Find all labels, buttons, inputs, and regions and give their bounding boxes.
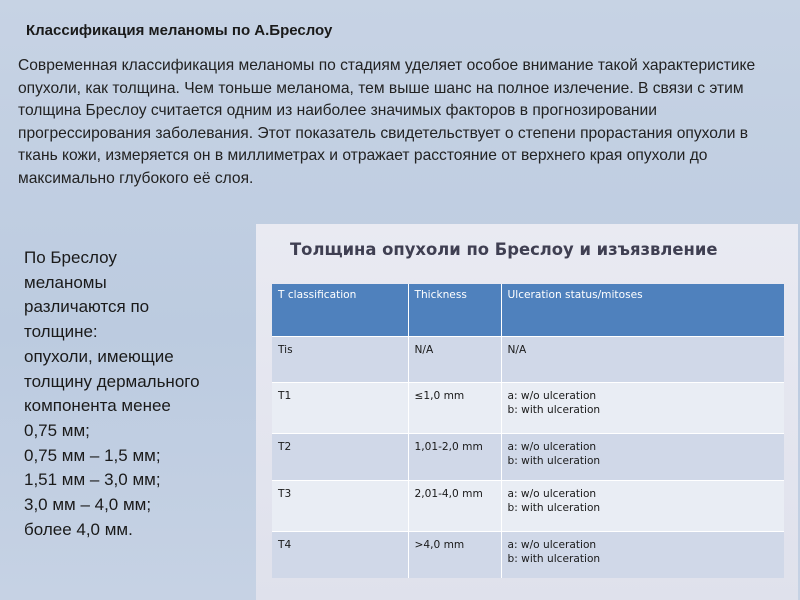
cell-ulceration [501, 480, 784, 531]
list-line: различаются по [24, 297, 150, 317]
table-row [272, 336, 784, 382]
header-t-classification: T classification [272, 284, 408, 336]
table-panel [256, 224, 798, 600]
list-line: толщине: [24, 322, 98, 342]
slide-title: Классификация меланомы по А.Бреслоу [26, 22, 333, 39]
list-line: 0,75 мм – 1,5 мм; [24, 445, 161, 465]
cell-thickness: 2,01-4,0 mm [408, 480, 501, 531]
breslow-thickness-list [24, 246, 260, 542]
cell-ulceration [501, 336, 784, 382]
cell-thickness: ≤1,0 mm [408, 382, 501, 433]
table-row [272, 433, 784, 480]
cell-t-class: T1 [272, 382, 408, 433]
list-line: 0,75 мм; [24, 420, 90, 440]
header-thickness: Thickness [408, 284, 501, 336]
cell-t-class: T2 [272, 433, 408, 480]
ulceration-line: N/A [507, 343, 527, 356]
cell-t-class: T4 [272, 531, 408, 578]
cell-ulceration [501, 433, 784, 480]
list-line: компонента менее [24, 396, 171, 416]
ulceration-line: b: with ulceration [507, 501, 601, 514]
list-line: меланомы [24, 272, 107, 292]
cell-ulceration [501, 531, 784, 578]
ulceration-line: a: w/o ulceration [507, 538, 597, 551]
header-ulceration: Ulceration status/mitoses [501, 284, 784, 336]
table-header-row [272, 284, 784, 336]
table-row [272, 382, 784, 433]
cell-t-class: T3 [272, 480, 408, 531]
cell-thickness: >4,0 mm [408, 531, 501, 578]
table-row [272, 480, 784, 531]
cell-t-class: Tis [272, 336, 408, 382]
list-line: 1,51 мм – 3,0 мм; [24, 470, 161, 490]
list-line: более 4,0 мм. [24, 519, 133, 539]
ulceration-line: b: with ulceration [507, 552, 601, 565]
ulceration-line: a: w/o ulceration [507, 487, 597, 500]
breslow-table [272, 284, 784, 578]
ulceration-line: b: with ulceration [507, 403, 601, 416]
list-line: опухоли, имеющие [24, 346, 174, 366]
ulceration-line: a: w/o ulceration [507, 440, 597, 453]
table-row [272, 531, 784, 578]
ulceration-line: a: w/o ulceration [507, 389, 597, 402]
cell-thickness: 1,01-2,0 mm [408, 433, 501, 480]
panel-title: Толщина опухоли по Бреслоу и изъязвление [290, 240, 718, 259]
intro-paragraph: Современная классификация меланомы по стадиям уделяет особое внимание такой характеристике опухоли, как толщина. Чем тоньше меланома, тем выше шанс на полное излечение. В связи с этим толщина Бреслоу считается одним из наиболее значимых факторов в прогнозировании прогрессирования заболевания. Этот показатель свидетельствует о степени прорастания опухоли в ткань кожи, измеряется он в миллиметрах и отражает расстояние от верхнего края опухоли до максимально глубокого её слоя. [18, 57, 756, 187]
list-line: По Бреслоу [24, 248, 117, 267]
list-line: 3,0 мм – 4,0 мм; [24, 495, 152, 515]
list-line: толщину дермального [24, 371, 200, 391]
cell-thickness: N/A [408, 336, 501, 382]
ulceration-line: b: with ulceration [507, 454, 601, 467]
cell-ulceration [501, 382, 784, 433]
